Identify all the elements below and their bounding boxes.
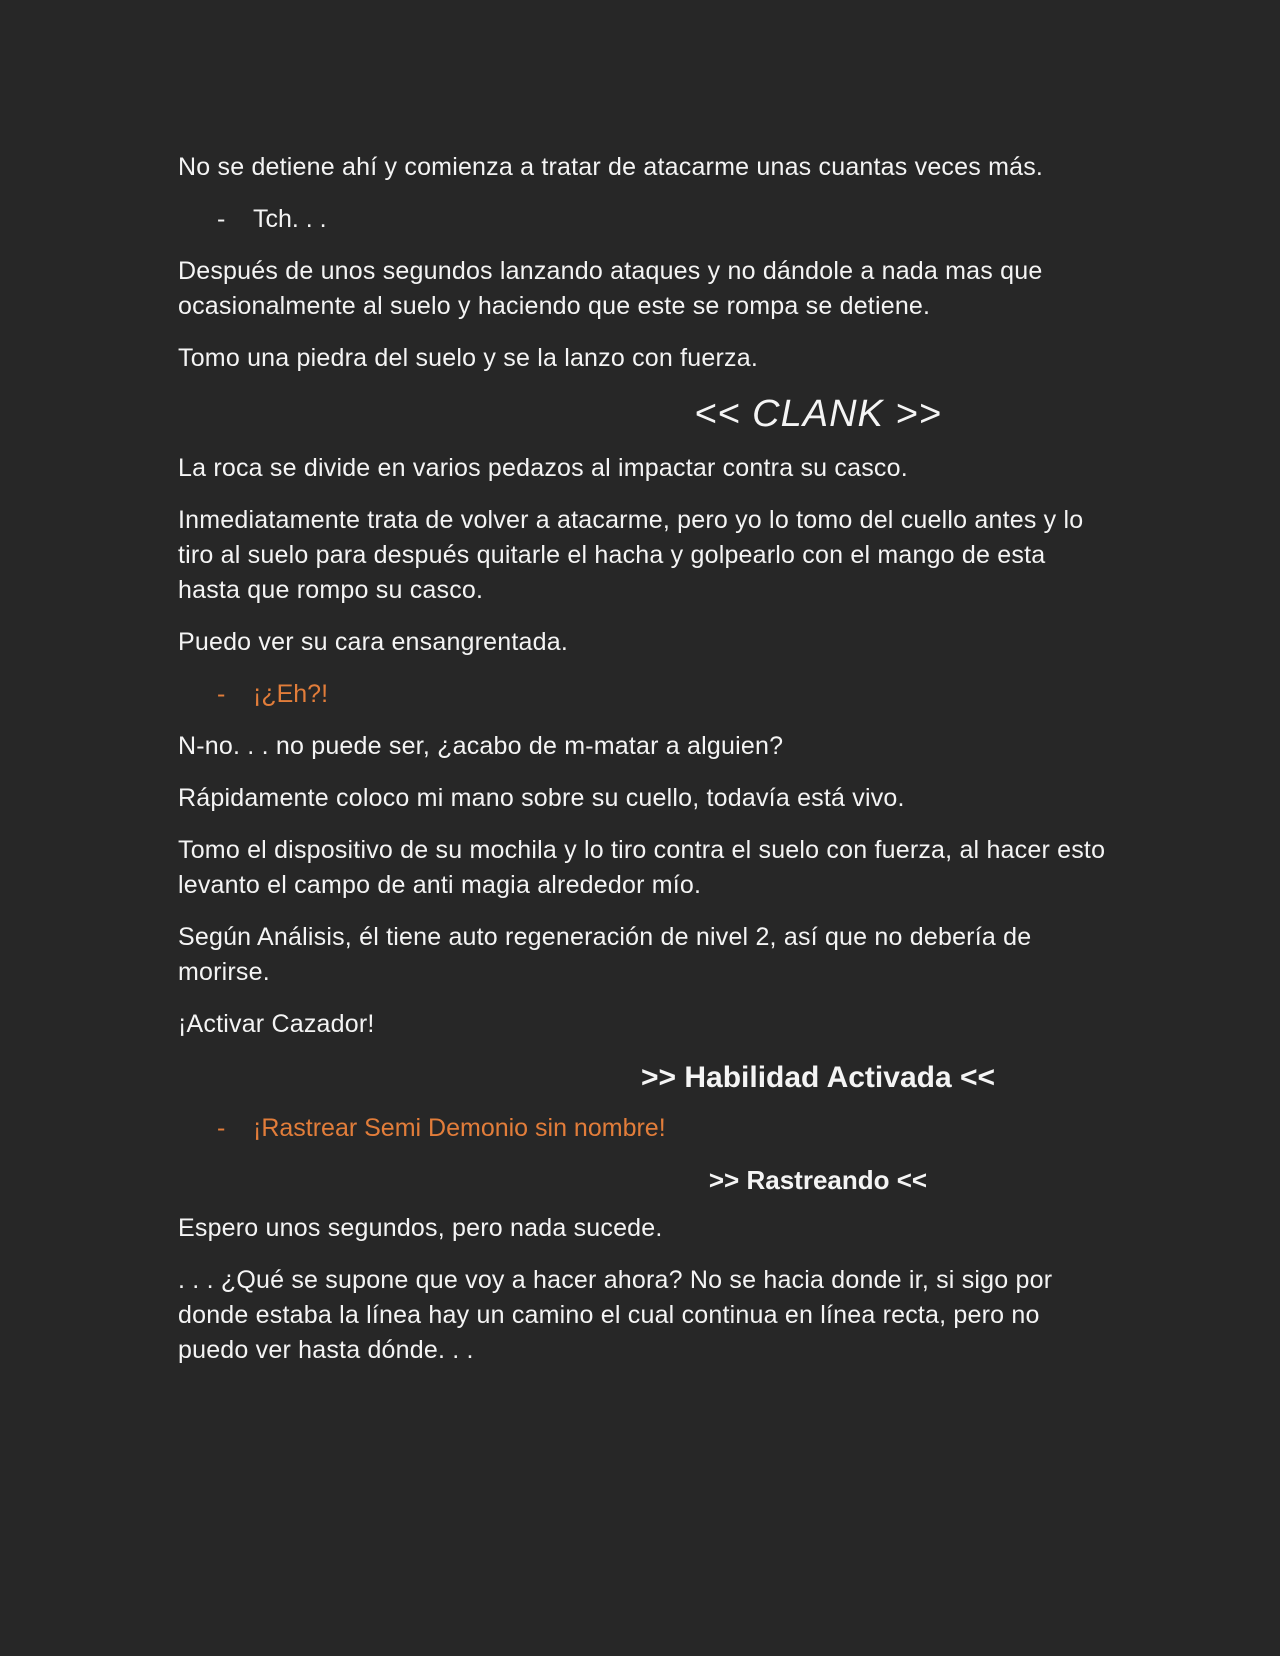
paragraph: Según Análisis, él tiene auto regeneración de nivel 2, así que no debería de morirse. xyxy=(178,923,1032,986)
paragraph: Espero unos segundos, pero nada sucede. xyxy=(178,1214,663,1242)
system-message: >> Habilidad Activada << xyxy=(640,1061,996,1094)
system-message: >> Rastreando << xyxy=(708,1165,928,1195)
paragraph: Puedo ver su cara ensangrentada. xyxy=(178,628,568,656)
sound-effect: << CLANK >> xyxy=(694,393,942,435)
dialogue-dash: - xyxy=(217,205,226,233)
document-page xyxy=(178,150,1108,1385)
paragraph: N-no. . . no puede ser, ¿acabo de m-matar a alguien? xyxy=(178,732,784,760)
dialogue-dash: - xyxy=(217,680,226,708)
dialogue-line xyxy=(178,1111,1108,1146)
dialogue-dash: - xyxy=(217,1114,226,1142)
paragraph: Tomo una piedra del suelo y se la lanzo con fuerza. xyxy=(178,344,758,372)
dialogue-text: Tch. . . xyxy=(253,205,327,233)
paragraph: Tomo el dispositivo de su mochila y lo tiro contra el suelo con fuerza, al hacer esto levanto el campo de anti magia alrededor mío. xyxy=(178,836,1106,899)
dialogue-text: ¡Rastrear Semi Demonio sin nombre! xyxy=(253,1114,666,1142)
paragraph: No se detiene ahí y comienza a tratar de atacarme unas cuantas veces más. xyxy=(178,153,1044,181)
paragraph: ¡Activar Cazador! xyxy=(178,1010,375,1038)
dialogue-line xyxy=(178,677,1108,712)
paragraph: . . . ¿Qué se supone que voy a hacer ahora? No se hacia donde ir, si sigo por donde estaba la línea hay un camino el cual continua en línea recta, pero no puedo ver hasta dónde. . . xyxy=(178,1266,1053,1364)
paragraph: La roca se divide en varios pedazos al impactar contra su casco. xyxy=(178,454,908,482)
paragraph: Rápidamente coloco mi mano sobre su cuello, todavía está vivo. xyxy=(178,784,905,812)
dialogue-line xyxy=(178,202,1108,237)
paragraph: Inmediatamente trata de volver a atacarme, pero yo lo tomo del cuello antes y lo tiro al suelo para después quitarle el hacha y golpearlo con el mango de esta hasta que rompo su casco. xyxy=(178,506,1084,604)
paragraph: Después de unos segundos lanzando ataques y no dándole a nada mas que ocasionalmente al suelo y haciendo que este se rompa se detiene. xyxy=(178,257,1043,320)
dialogue-text: ¡¿Eh?! xyxy=(253,680,329,708)
